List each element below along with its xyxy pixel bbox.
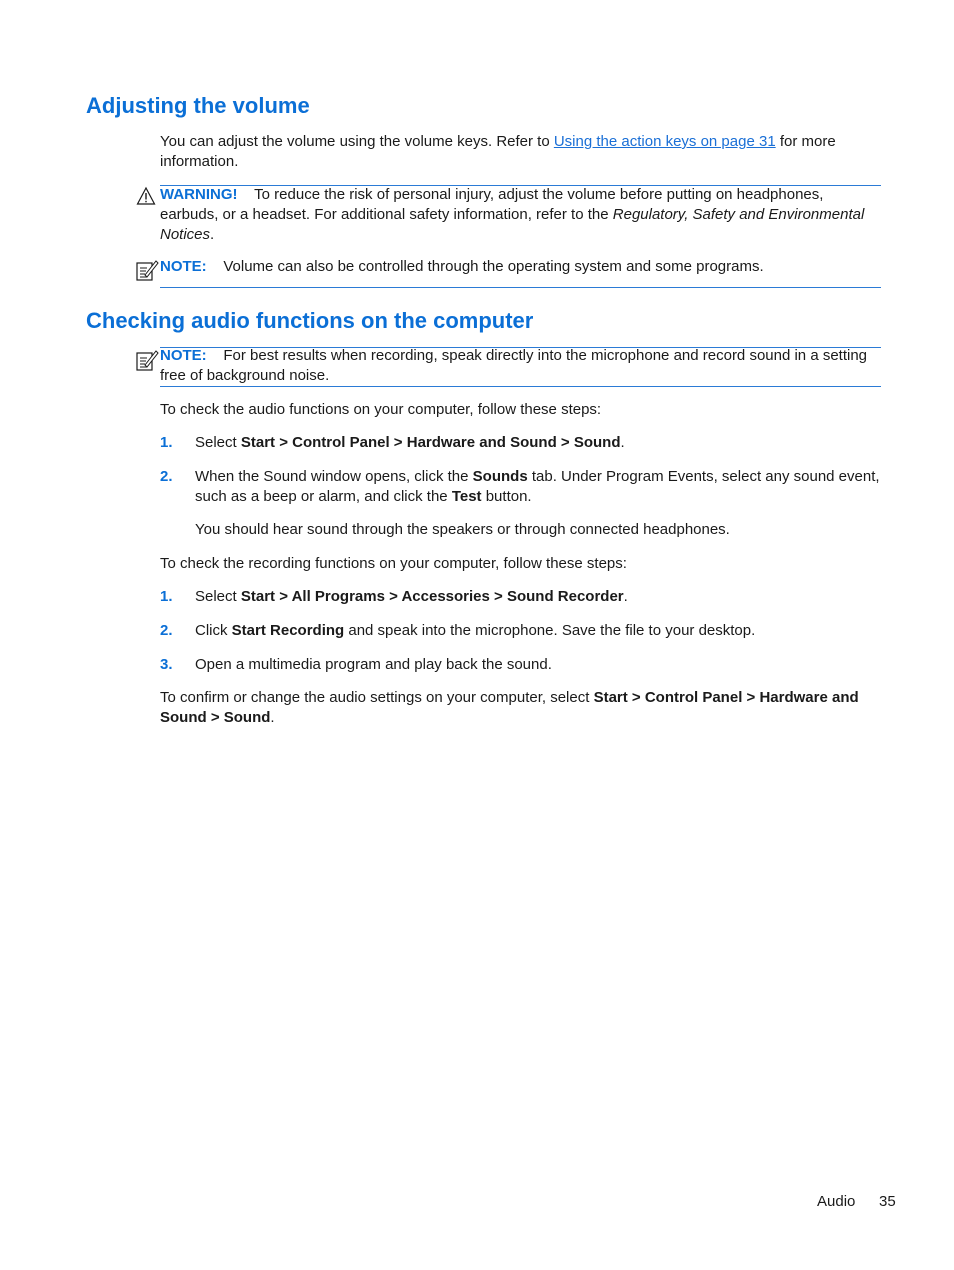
note-icon bbox=[135, 348, 159, 372]
confirm-settings-paragraph bbox=[160, 688, 885, 728]
step-number: 2. bbox=[160, 622, 173, 639]
intro-text-end: for more information. bbox=[160, 133, 836, 170]
warning-text: To reduce the risk of personal injury, adjust the volume before putting on headphones, earbuds, or a headset. For additional safety information, refer to the bbox=[160, 186, 824, 223]
step-menu-path: Start > All Programs > Accessories > Sound Recorder bbox=[240, 588, 624, 605]
confirm-text: To confirm or change the audio settings on your computer, select bbox=[160, 689, 594, 706]
note-label: NOTE: bbox=[160, 258, 207, 275]
confirm-menu-path: Start > Control Panel > Hardware and Sound > Sound bbox=[160, 689, 859, 726]
step-text-end: . bbox=[623, 588, 628, 605]
warning-icon bbox=[136, 186, 156, 206]
step-number: 1. bbox=[160, 434, 173, 451]
step-test-button: Test bbox=[451, 488, 482, 505]
action-keys-link[interactable]: Using the action keys on page 31 bbox=[553, 133, 776, 150]
note-bottom-rule bbox=[160, 287, 881, 288]
step-audio-1 bbox=[195, 433, 885, 453]
warning-block bbox=[160, 185, 878, 245]
step-text: Open a multimedia program and play back the sound. bbox=[195, 656, 552, 673]
note2-bottom-rule bbox=[160, 386, 881, 387]
step-followup: You should hear sound through the speakers or through connected headphones. bbox=[195, 521, 730, 538]
step-text-end: . bbox=[620, 434, 625, 451]
note-label: NOTE: bbox=[160, 347, 207, 364]
step-start-recording: Start Recording bbox=[231, 622, 345, 639]
step-text: Select bbox=[195, 434, 241, 451]
step-text-end: button. bbox=[481, 488, 532, 505]
note-text: Volume can also be controlled through the operating system and some programs. bbox=[223, 258, 764, 275]
step-record-2 bbox=[195, 621, 885, 641]
note-icon bbox=[135, 258, 159, 282]
step-text: tab. Under Program Events, select any sound event, such as a beep or alarm, and click the bbox=[195, 468, 880, 505]
section-title-adjusting-volume: Adjusting the volume bbox=[86, 93, 310, 118]
step-text: Click bbox=[195, 622, 232, 639]
intro-text: You can adjust the volume using the volume keys. Refer to bbox=[160, 133, 554, 150]
note-text: For best results when recording, speak directly into the microphone and record sound in a setting free of background noise. bbox=[160, 347, 868, 384]
step-text: When the Sound window opens, click the bbox=[195, 468, 473, 485]
step-sounds-tab: Sounds bbox=[472, 468, 528, 485]
confirm-text-end: . bbox=[270, 709, 275, 726]
step-text-end: and speak into the microphone. Save the file to your desktop. bbox=[344, 622, 756, 639]
note-block-volume bbox=[160, 257, 878, 277]
recording-check-lead: To check the recording functions on your computer, follow these steps: bbox=[160, 555, 627, 572]
audio-check-lead: To check the audio functions on your computer, follow these steps: bbox=[160, 401, 602, 418]
step-record-3 bbox=[195, 655, 885, 675]
section-title-checking-audio: Checking audio functions on the computer bbox=[86, 308, 534, 333]
step-menu-path: Start > Control Panel > Hardware and Sound > Sound bbox=[240, 434, 621, 451]
step-number: 3. bbox=[160, 656, 173, 673]
step-number: 1. bbox=[160, 588, 173, 605]
warning-notices-title: Regulatory, Safety and Environmental Notices bbox=[160, 206, 865, 243]
step-record-1 bbox=[195, 587, 885, 607]
warning-label: WARNING! bbox=[160, 186, 238, 203]
step-audio-2 bbox=[195, 467, 885, 507]
warning-text-end: . bbox=[210, 226, 215, 243]
step-text: Select bbox=[195, 588, 241, 605]
footer-section-name: Audio bbox=[817, 1193, 856, 1210]
note-block-recording bbox=[160, 346, 878, 386]
volume-intro-paragraph bbox=[160, 132, 860, 172]
step-number: 2. bbox=[160, 468, 173, 485]
footer-page-number: 35 bbox=[879, 1193, 896, 1210]
